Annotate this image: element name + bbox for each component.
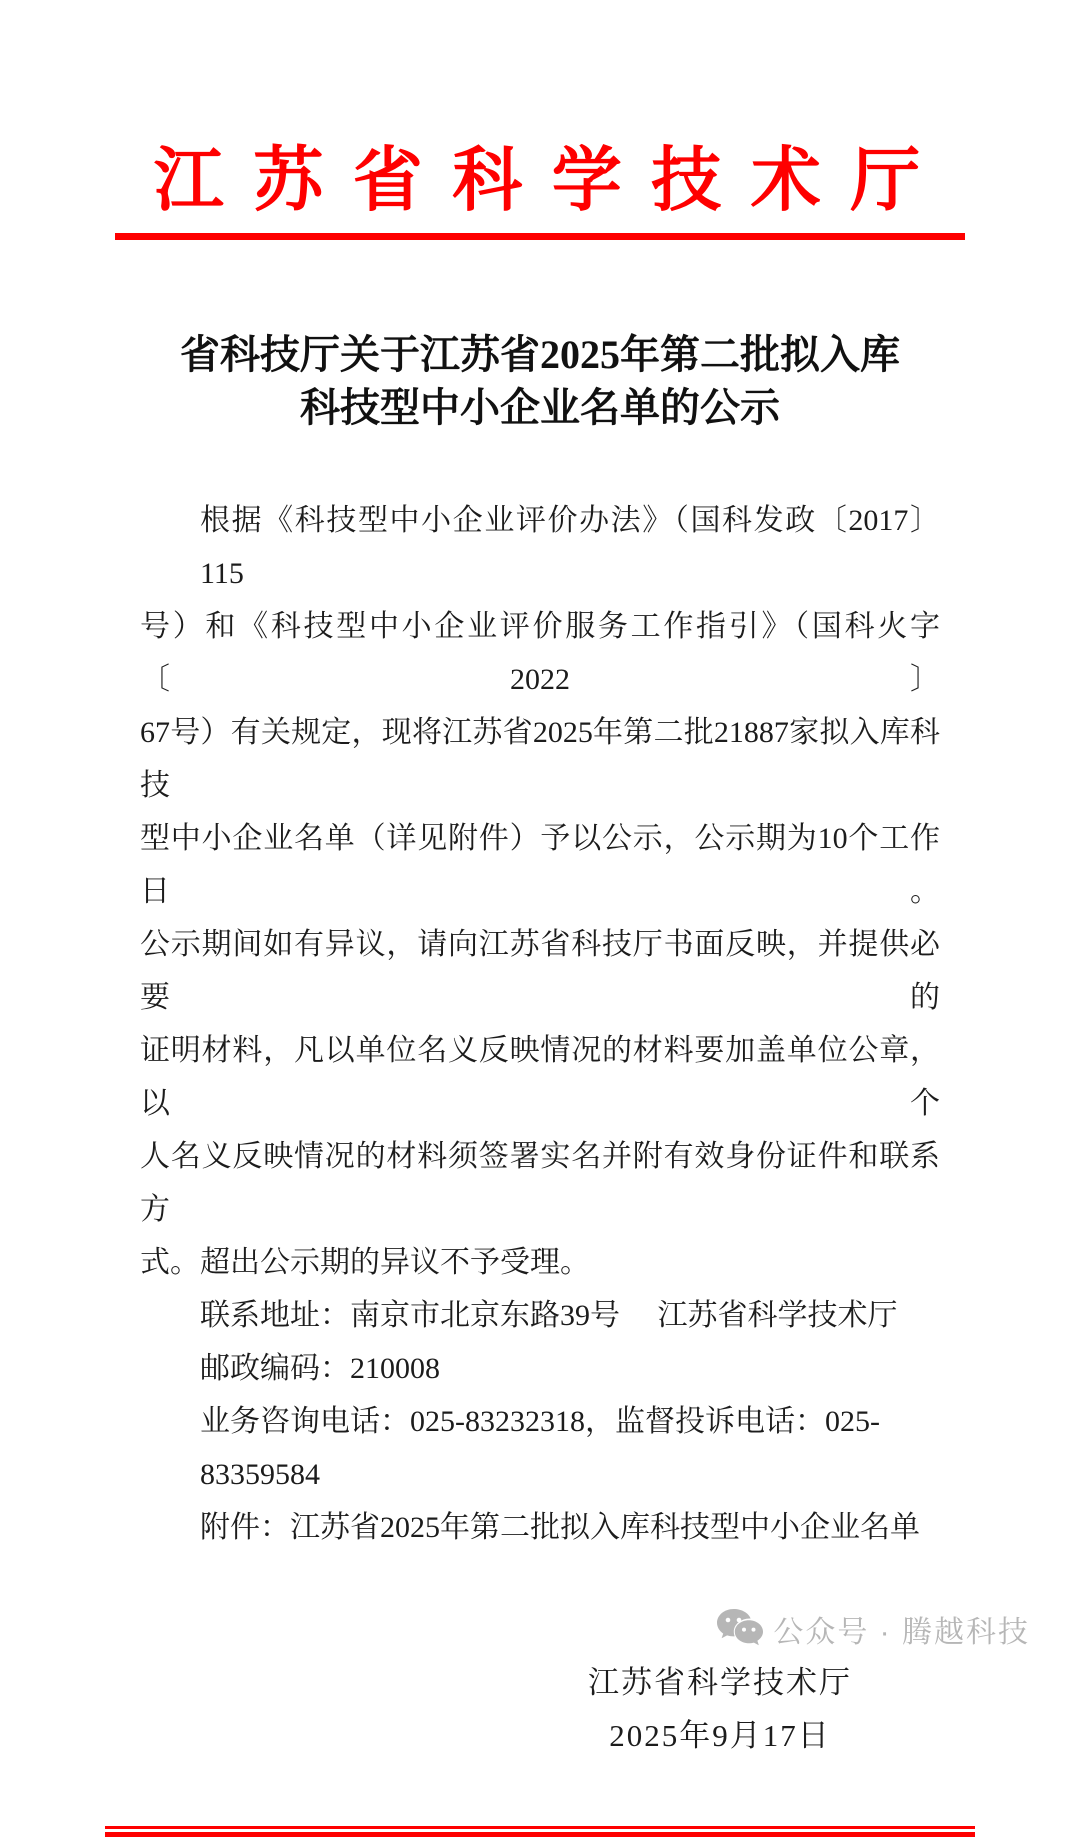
letterhead [0,136,1080,240]
attachment-line: 附件：江苏省2025年第二批拟入库科技型中小企业名单 [200,1511,920,1544]
notice-line-5: 公示期间如有异议，请向江苏省科技厅书面反映，并提供必要的 [140,928,940,1014]
letterhead-red-rule [115,233,965,240]
footer-red-rule [105,1826,975,1837]
notice-line-1: 根据《科技型中小企业评价办法》（国科发政〔2017〕115 [200,504,940,590]
letterhead-agency-name: 江 苏 省 科 学 技 术 厅 [153,143,927,220]
document-title [0,328,1080,434]
notice-line-4: 型中小企业名单（详见附件）予以公示，公示期为10个工作日。 [140,822,940,908]
wechat-icon [717,1609,763,1649]
document-body [140,494,940,1554]
notice-line-2: 号）和《科技型中小企业评价服务工作指引》（国科火字〔2022〕 [140,610,940,696]
phone-numbers-line: 业务咨询电话：025-83232318，监督投诉电话：025-83359584 [200,1405,880,1491]
document-title-line-2: 科技型中小企业名单的公示 [300,385,780,430]
signature-date: 2025年9月17日 [609,1718,831,1753]
signature-agency: 江苏省科学技术厅 [588,1665,852,1700]
wechat-watermark [717,1607,1030,1651]
postal-code-line: 邮政编码：210008 [200,1352,440,1385]
notice-line-3: 67号）有关规定，现将江苏省2025年第二批21887家拟入库科技 [140,716,940,802]
contact-address-line: 联系地址：南京市北京东路39号 江苏省科学技术厅 [200,1299,898,1332]
signature-block [560,1656,880,1762]
notice-line-7: 人名义反映情况的材料须签署实名并附有效身份证件和联系方 [140,1140,940,1226]
wechat-watermark-label: 公众号 · 腾越科技 [773,1616,1030,1649]
footer-rule-thick-line [105,1832,975,1837]
official-notice-page [0,136,1080,1753]
document-title-line-1: 省科技厅关于江苏省2025年第二批拟入库 [180,332,900,377]
notice-line-8: 式。超出公示期的异议不予受理。 [140,1246,590,1279]
notice-line-6: 证明材料，凡以单位名义反映情况的材料要加盖单位公章，以个 [140,1034,940,1120]
